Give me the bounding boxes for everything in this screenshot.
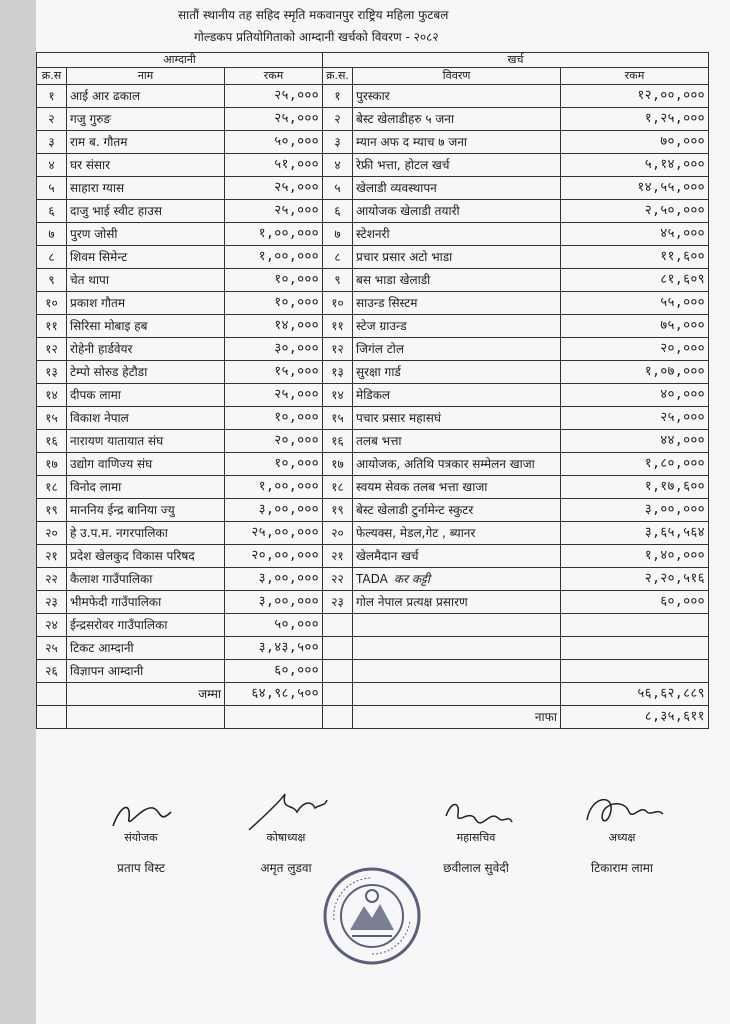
expense-sn: २ [323,108,353,131]
expense-amount: ११,६०० [561,246,709,269]
income-sn: २५ [37,637,67,660]
table-row [37,292,709,315]
expense-amount [561,660,709,683]
expense-sn: १३ [323,361,353,384]
table-row [37,85,709,108]
document-sheet [36,0,730,1024]
income-sn: ७ [37,223,67,246]
table-row [37,108,709,131]
table-row [37,591,709,614]
signatory-name: टिकाराम लामा [590,861,653,875]
signatory-chairperson [562,790,682,876]
income-name: गजु गुरुङ [67,108,225,131]
income-amount: २०,००,००० [225,545,323,568]
expense-amount: १,४०,००० [561,545,709,568]
expense-amount: ३,६५,५६४ [561,522,709,545]
income-name: विज्ञापन आम्दानी [67,660,225,683]
profit-label: नाफा [353,706,561,729]
signatory-name: प्रताप विस्ट [117,861,165,875]
income-sn: १ [37,85,67,108]
income-sn: २२ [37,568,67,591]
income-sn: २० [37,522,67,545]
expense-amount: १,१७,६०० [561,476,709,499]
expense-amount: १२,००,००० [561,85,709,108]
expense-section-title: खर्च [323,53,709,68]
income-amount: ५१,००० [225,154,323,177]
table-row [37,499,709,522]
expense-sn: २१ [323,545,353,568]
income-amount: ६०,००० [225,660,323,683]
expense-sn: १८ [323,476,353,499]
table-row [37,177,709,200]
expense-desc: मेडिकल [353,384,561,407]
expense-amount: ७५,००० [561,315,709,338]
expense-desc: बेस्ट खेलाडीहरु ५ जना [353,108,561,131]
table-row [37,384,709,407]
expense-sn: १० [323,292,353,315]
table-row [37,660,709,683]
income-name: उद्योग वाणिज्य संघ [67,453,225,476]
income-amount: ३,००,००० [225,568,323,591]
expense-sn: १९ [323,499,353,522]
table-row [37,545,709,568]
signature-mark [577,790,667,834]
expense-sn: २३ [323,591,353,614]
expense-total: ५६,६२,८८९ [561,683,709,706]
ledger-body [37,85,709,683]
table-row [37,430,709,453]
expense-desc: TADA कर कट्टी [353,568,561,591]
expense-desc: खेलाडी व्यवस्थापन [353,177,561,200]
income-section-title: आम्दानी [37,53,323,68]
expense-desc [353,660,561,683]
expense-desc: रेफ्री भत्ता, होटल खर्च [353,154,561,177]
expense-sn: २० [323,522,353,545]
income-amount: १०,००० [225,269,323,292]
expense-desc [353,637,561,660]
table-row [37,338,709,361]
income-name: टिकट आम्दानी [67,637,225,660]
expense-desc: स्टेशनरी [353,223,561,246]
income-total: ६४,९८,५०० [225,683,323,706]
income-sn: १३ [37,361,67,384]
income-name: आई आर ढकाल [67,85,225,108]
expense-desc: पुरस्कार [353,85,561,108]
expense-sn: ११ [323,315,353,338]
expense-desc: सुरक्षा गार्ड [353,361,561,384]
expense-desc: खेलमैदान खर्च [353,545,561,568]
expense-desc: फेल्यक्स, मेडल,गेट , ब्यानर [353,522,561,545]
expense-amount: ८१,६०९ [561,269,709,292]
income-name: घर संसार [67,154,225,177]
income-amount: १०,००० [225,292,323,315]
income-name: दाजु भाई स्वीट हाउस [67,200,225,223]
document-title-line-1: सातौं स्थानीय तह सहिद स्मृति मकवानपुर राष्ट्रिय महिला फुटबल [178,8,449,22]
income-name: ईन्द्रसरोवर गाउँपालिका [67,614,225,637]
expense-sn [323,637,353,660]
expense-sn: २२ [323,568,353,591]
income-name: कैलाश गाउँपालिका [67,568,225,591]
expense-amount: १,०७,००० [561,361,709,384]
table-row [37,361,709,384]
table-row [37,476,709,499]
expense-sn: १२ [323,338,353,361]
income-amount: १४,००० [225,315,323,338]
income-amount: १,००,००० [225,223,323,246]
table-row [37,407,709,430]
expense-sn: १७ [323,453,353,476]
expense-desc: स्वयम सेवक तलब भत्ता खाजा [353,476,561,499]
expense-amount: ५५,००० [561,292,709,315]
expense-amount: ४०,००० [561,384,709,407]
income-name: भीमफेदी गाउँपालिका [67,591,225,614]
income-amount: ५०,००० [225,614,323,637]
table-row [37,315,709,338]
expense-amount: १,८०,००० [561,453,709,476]
income-sn: ३ [37,131,67,154]
expense-sn: १४ [323,384,353,407]
income-name: शिवम सिमेन्ट [67,246,225,269]
association-seal [322,866,422,966]
expense-amount: १,२५,००० [561,108,709,131]
expense-sn: १ [323,85,353,108]
income-amount: १,००,००० [225,246,323,269]
income-expense-table [36,52,709,729]
income-amount: ३,००,००० [225,591,323,614]
expense-amount: ४५,००० [561,223,709,246]
expense-sn: १५ [323,407,353,430]
expense-amount [561,614,709,637]
expense-sn: ९ [323,269,353,292]
expense-sn: ४ [323,154,353,177]
income-name: टेम्पो सोरुड हेटौडा [67,361,225,384]
income-sn: १५ [37,407,67,430]
expense-amount: ५,१४,००० [561,154,709,177]
expense-desc: साउन्ड सिस्टम [353,292,561,315]
income-total-label: जम्मा [67,683,225,706]
expense-desc: बेस्ट खेलाडी टुर्नामेन्ट स्कुटर [353,499,561,522]
income-sn: १० [37,292,67,315]
section-header-row [37,53,709,68]
income-name: विकाश नेपाल [67,407,225,430]
income-sn: २१ [37,545,67,568]
signature-mark [101,796,181,834]
table-row [37,223,709,246]
income-sn: ८ [37,246,67,269]
signatory-name: अमृत लुडवा [260,861,312,875]
expense-sn [323,660,353,683]
signatory-role: कोषाध्यक्ष [266,831,306,844]
handwritten-note: कर कट्टी [393,572,431,586]
income-sn: १९ [37,499,67,522]
income-sn: २४ [37,614,67,637]
income-sn: १२ [37,338,67,361]
expense-amount: २०,००० [561,338,709,361]
document-title-line-2: गोल्डकप प्रतियोगिताको आम्दानी खर्चको विवरण - २०८२ [194,30,439,44]
column-header-row [37,68,709,85]
income-name: हे उ.प.म. नगरपालिका [67,522,225,545]
income-sn: १७ [37,453,67,476]
signatory-convener [86,796,196,876]
income-amount: २५,००,००० [225,522,323,545]
profit-row [37,706,709,729]
income-name: राम ब. गौतम [67,131,225,154]
income-sn: २ [37,108,67,131]
income-amount: १५,००० [225,361,323,384]
expense-amount: ४४,००० [561,430,709,453]
expense-amount: ३,००,००० [561,499,709,522]
signatory-role: महासचिव [456,831,496,844]
expense-amount: २,२०,५१६ [561,568,709,591]
table-row [37,453,709,476]
expense-amount [561,637,709,660]
expense-desc: प्रचार प्रसार अटो भाडा [353,246,561,269]
income-amount: १०,००० [225,407,323,430]
income-sn: ९ [37,269,67,292]
income-name-header: नाम [67,68,225,85]
expense-desc: पचार प्रसार महासघं [353,407,561,430]
expense-sn-header: क्र.स. [323,68,353,85]
income-amount: ३,४३,५०० [225,637,323,660]
income-name: पुरण जोसी [67,223,225,246]
income-amount: २५,००० [225,384,323,407]
signature-mark [241,790,331,834]
income-name: रोहेनी हार्डवेयर [67,338,225,361]
expense-sn: ८ [323,246,353,269]
expense-sn: ३ [323,131,353,154]
expense-desc: स्टेज ग्राउन्ड [353,315,561,338]
expense-desc [353,614,561,637]
income-amount: २०,००० [225,430,323,453]
income-amount-header: रकम [225,68,323,85]
income-amount: १,००,००० [225,476,323,499]
table-row [37,154,709,177]
expense-amount: १४,५५,००० [561,177,709,200]
table-row [37,522,709,545]
expense-sn [323,614,353,637]
income-sn: ४ [37,154,67,177]
income-name: नारायण यातायात संघ [67,430,225,453]
expense-desc: म्यान अफ द म्याच ७ जना [353,131,561,154]
income-name: विनोद लामा [67,476,225,499]
income-sn: ६ [37,200,67,223]
expense-desc: जिगंल टोल [353,338,561,361]
signatory-treasurer [226,790,346,876]
income-name: माननिय ईन्द्र बानिया ज्यु [67,499,225,522]
expense-desc: बस भाडा खेलाडी [353,269,561,292]
table-row [37,200,709,223]
income-name: दीपक लामा [67,384,225,407]
income-amount: २५,००० [225,85,323,108]
table-row [37,131,709,154]
table-row [37,246,709,269]
total-row [37,683,709,706]
expense-desc: आयोजक, अतिथि पत्रकार सम्मेलन खाजा [353,453,561,476]
income-sn: २३ [37,591,67,614]
income-sn: ५ [37,177,67,200]
income-sn: १४ [37,384,67,407]
signatory-role: अध्यक्ष [608,831,636,844]
income-amount: २५,००० [225,108,323,131]
signatory-name: छवीलाल सुवेदी [443,861,509,875]
expense-amount: २५,००० [561,407,709,430]
income-amount: २५,००० [225,200,323,223]
signature-mark [436,796,516,834]
expense-amount-header: रकम [561,68,709,85]
income-amount: ५०,००० [225,131,323,154]
income-name: चेत थापा [67,269,225,292]
expense-amount: ६०,००० [561,591,709,614]
income-amount: ३,००,००० [225,499,323,522]
profit-amount: ८,३५,६११ [561,706,709,729]
income-name: साहारा ग्यास [67,177,225,200]
income-sn-header: क्र.स [37,68,67,85]
expense-sn: ५ [323,177,353,200]
income-name: प्रदेश खेलकुद विकास परिषद [67,545,225,568]
expense-sn: ७ [323,223,353,246]
income-sn: २६ [37,660,67,683]
signatory-role: संयोजक [124,831,158,844]
income-name: सिरिसा मोबाइ हब [67,315,225,338]
income-name: प्रकाश गौतम [67,292,225,315]
expense-sn: ६ [323,200,353,223]
expense-desc: तलब भत्ता [353,430,561,453]
income-amount: ३०,००० [225,338,323,361]
expense-desc: आयोजक खेलाडी तयारी [353,200,561,223]
income-sn: १८ [37,476,67,499]
table-row [37,269,709,292]
table-row [37,568,709,591]
income-sn: १६ [37,430,67,453]
income-amount: २५,००० [225,177,323,200]
income-amount: १०,००० [225,453,323,476]
expense-amount: ७०,००० [561,131,709,154]
table-row [37,637,709,660]
expense-amount: २,५०,००० [561,200,709,223]
expense-sn: १६ [323,430,353,453]
expense-desc: गोल नेपाल प्रत्यक्ष प्रसारण [353,591,561,614]
expense-desc-header: विवरण [353,68,561,85]
income-sn: ११ [37,315,67,338]
signatory-secretary [416,796,536,876]
table-row [37,614,709,637]
